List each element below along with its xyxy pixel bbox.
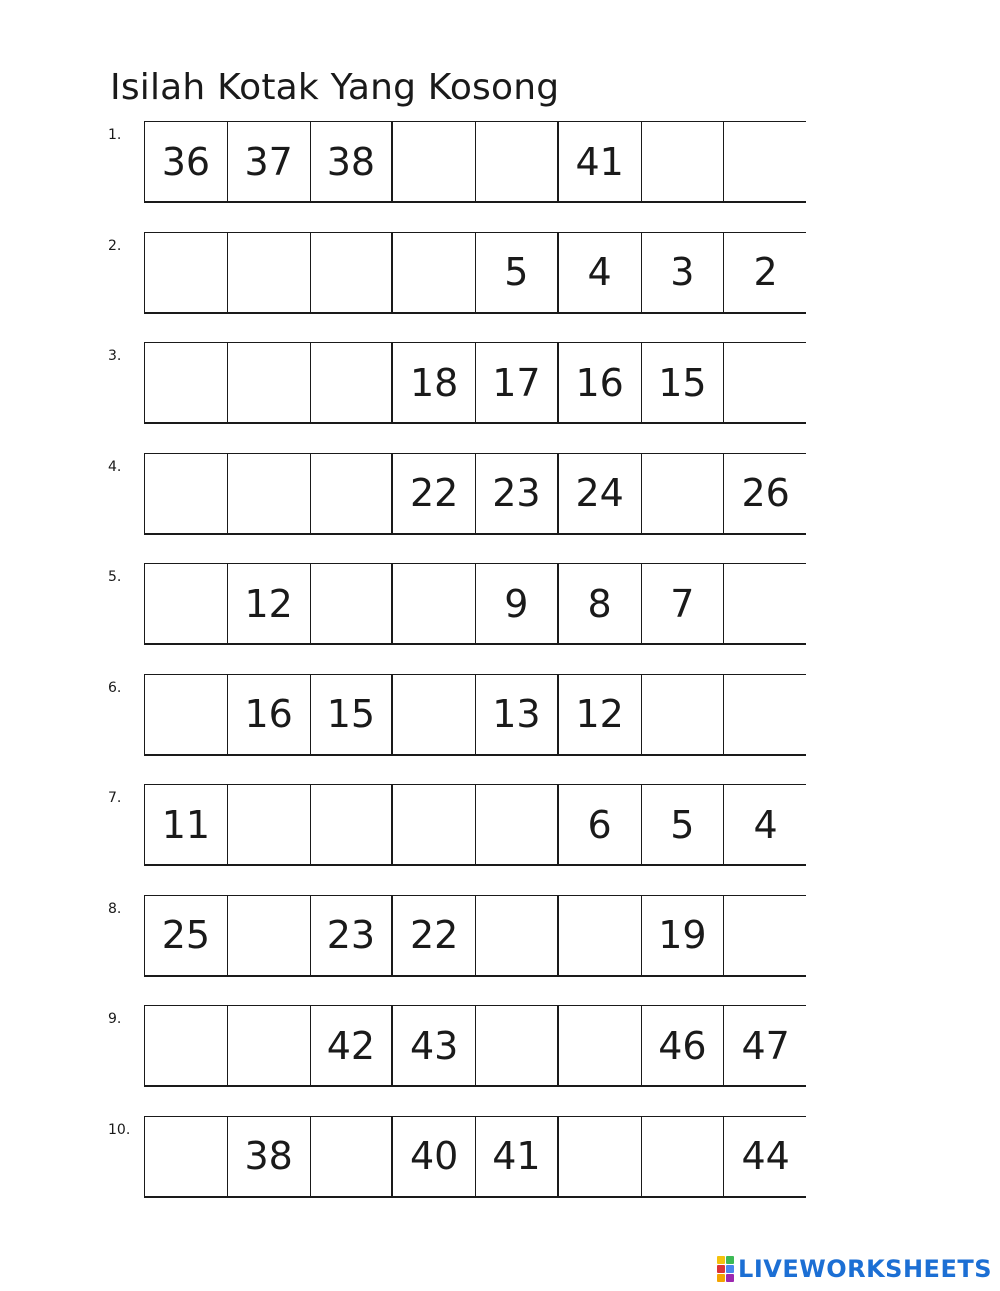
given-number-box: 23: [476, 454, 559, 533]
given-number-box: 7: [642, 564, 725, 643]
given-number-box: 22: [393, 896, 476, 975]
brand-footer: [717, 1255, 992, 1283]
given-number-box: 9: [476, 564, 559, 643]
answer-box[interactable]: [393, 122, 476, 201]
brand-name: LIVEWORKSHEETS: [738, 1255, 992, 1283]
logo-square: [726, 1256, 734, 1264]
given-number-box: 16: [559, 343, 642, 422]
logo-square: [726, 1265, 734, 1273]
number-row: [144, 1005, 806, 1087]
logo-square: [726, 1274, 734, 1282]
given-number-box: 38: [311, 122, 394, 201]
given-number-box: 4: [724, 785, 807, 864]
answer-box[interactable]: [145, 343, 228, 422]
number-row: [144, 1116, 806, 1198]
problem-number: 5.: [108, 569, 122, 585]
given-number-box: 2: [724, 233, 807, 312]
answer-box[interactable]: [559, 1117, 642, 1196]
given-number-box: 37: [228, 122, 311, 201]
answer-box[interactable]: [642, 122, 725, 201]
problem-number: 10.: [108, 1121, 131, 1138]
given-number-box: 19: [642, 896, 725, 975]
given-number-box: 40: [393, 1117, 476, 1196]
answer-box[interactable]: [311, 343, 394, 422]
logo-square: [717, 1274, 725, 1282]
answer-box[interactable]: [145, 1006, 228, 1085]
answer-box[interactable]: [311, 1117, 394, 1196]
answer-box[interactable]: [559, 1006, 642, 1085]
answer-box[interactable]: [559, 896, 642, 975]
answer-box[interactable]: [145, 233, 228, 312]
given-number-box: 36: [145, 122, 228, 201]
answer-box[interactable]: [393, 785, 476, 864]
number-row: [144, 453, 806, 535]
given-number-box: 3: [642, 233, 725, 312]
problem-number: 3.: [108, 348, 122, 364]
answer-box[interactable]: [724, 122, 807, 201]
given-number-box: 41: [476, 1117, 559, 1196]
logo-square: [717, 1256, 725, 1264]
problem-number: 2.: [108, 237, 122, 254]
answer-box[interactable]: [393, 564, 476, 643]
given-number-box: 18: [393, 343, 476, 422]
number-row: [144, 674, 806, 756]
number-row: [144, 563, 806, 645]
given-number-box: 15: [311, 675, 394, 754]
answer-box[interactable]: [476, 896, 559, 975]
answer-box[interactable]: [228, 896, 311, 975]
problem-number: 7.: [108, 790, 122, 806]
given-number-box: 25: [145, 896, 228, 975]
answer-box[interactable]: [145, 564, 228, 643]
given-number-box: 5: [642, 785, 725, 864]
answer-box[interactable]: [642, 675, 725, 754]
answer-box[interactable]: [145, 675, 228, 754]
given-number-box: 12: [559, 675, 642, 754]
answer-box[interactable]: [724, 675, 807, 754]
number-row: [144, 784, 806, 866]
answer-box[interactable]: [311, 564, 394, 643]
answer-box[interactable]: [228, 1006, 311, 1085]
answer-box[interactable]: [393, 233, 476, 312]
given-number-box: 12: [228, 564, 311, 643]
answer-box[interactable]: [393, 675, 476, 754]
given-number-box: 5: [476, 233, 559, 312]
given-number-box: 4: [559, 233, 642, 312]
answer-box[interactable]: [476, 1006, 559, 1085]
given-number-box: 23: [311, 896, 394, 975]
answer-box[interactable]: [228, 785, 311, 864]
problem-number: 6.: [108, 679, 122, 696]
given-number-box: 46: [642, 1006, 725, 1085]
given-number-box: 24: [559, 454, 642, 533]
problem-number: 1.: [108, 127, 122, 143]
answer-box[interactable]: [642, 454, 725, 533]
answer-box[interactable]: [476, 785, 559, 864]
answer-box[interactable]: [228, 454, 311, 533]
given-number-box: 44: [724, 1117, 807, 1196]
worksheet-title: Isilah Kotak Yang Kosong: [110, 67, 560, 108]
answer-box[interactable]: [724, 343, 807, 422]
number-row: [144, 121, 806, 203]
given-number-box: 26: [724, 454, 807, 533]
answer-box[interactable]: [228, 343, 311, 422]
given-number-box: 17: [476, 343, 559, 422]
given-number-box: 8: [559, 564, 642, 643]
given-number-box: 38: [228, 1117, 311, 1196]
problem-number: 4.: [108, 458, 122, 475]
given-number-box: 16: [228, 675, 311, 754]
given-number-box: 42: [311, 1006, 394, 1085]
given-number-box: 6: [559, 785, 642, 864]
answer-box[interactable]: [724, 896, 807, 975]
given-number-box: 41: [559, 122, 642, 201]
answer-box[interactable]: [476, 122, 559, 201]
answer-box[interactable]: [311, 454, 394, 533]
given-number-box: 22: [393, 454, 476, 533]
given-number-box: 47: [724, 1006, 807, 1085]
given-number-box: 43: [393, 1006, 476, 1085]
answer-box[interactable]: [311, 785, 394, 864]
given-number-box: 15: [642, 343, 725, 422]
answer-box[interactable]: [145, 454, 228, 533]
problem-number: 8.: [108, 900, 122, 917]
logo-square: [717, 1265, 725, 1273]
liveworksheets-logo-icon: [717, 1256, 734, 1282]
number-row: [144, 232, 806, 314]
answer-box[interactable]: [724, 564, 807, 643]
answer-box[interactable]: [642, 1117, 725, 1196]
given-number-box: 13: [476, 675, 559, 754]
answer-box[interactable]: [311, 233, 394, 312]
number-row: [144, 895, 806, 977]
number-row: [144, 342, 806, 424]
answer-box[interactable]: [228, 233, 311, 312]
problem-number: 9.: [108, 1011, 122, 1027]
answer-box[interactable]: [145, 1117, 228, 1196]
given-number-box: 11: [145, 785, 228, 864]
